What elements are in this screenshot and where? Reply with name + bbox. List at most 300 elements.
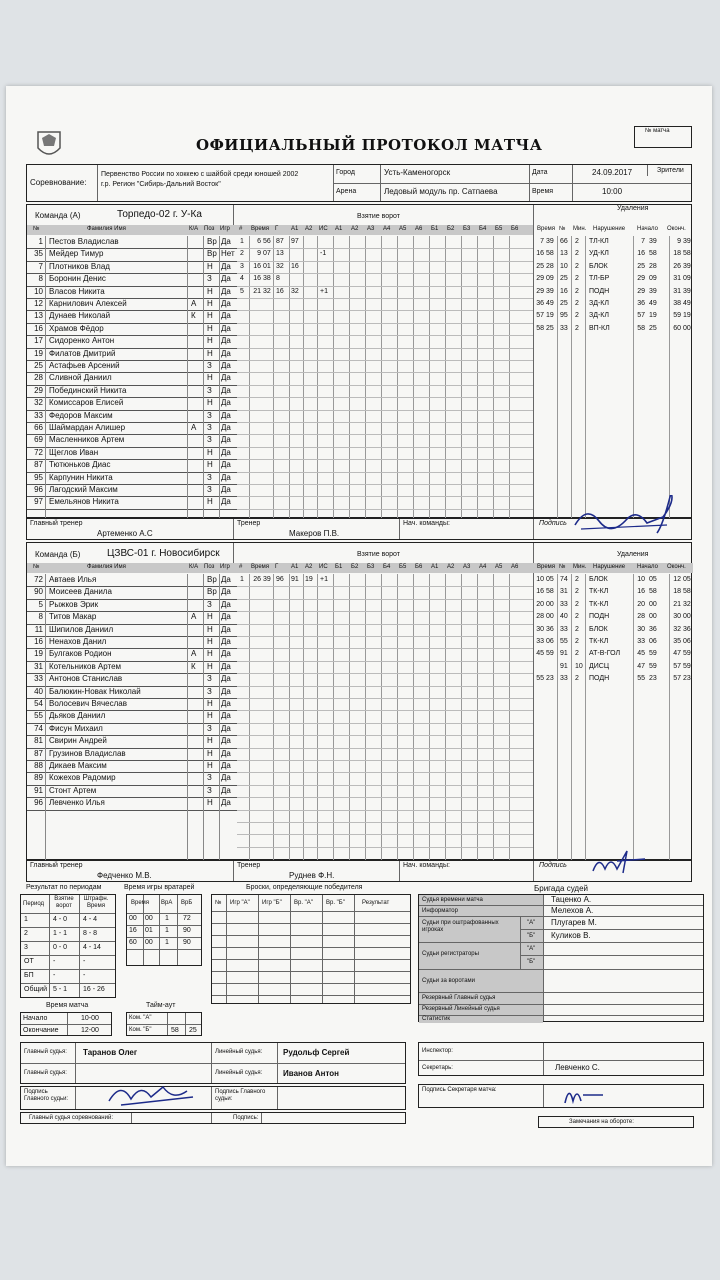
- player-number: 19: [34, 649, 43, 659]
- player-name: Шипилов Даниил: [49, 624, 114, 634]
- team-a-signature-label: Подпись: [539, 520, 567, 527]
- goal-second: 32: [263, 287, 271, 295]
- team-a-chief-label: Нач. команды:: [403, 520, 450, 527]
- penalty-end-sec: 39: [683, 238, 691, 245]
- player-played: Да: [221, 348, 231, 358]
- penalty-end-sec: 32: [683, 600, 691, 608]
- goal-number: 1: [240, 576, 244, 583]
- player-row: [27, 248, 237, 261]
- page-title: ОФИЦИАЛЬНЫЙ ПРОТОКОЛ МАТЧА: [196, 136, 543, 154]
- player-number: 16: [34, 323, 43, 333]
- player-position: Н: [207, 447, 213, 457]
- player-ka: А: [191, 612, 197, 622]
- penalty-minute: 29: [536, 287, 544, 295]
- goal-col-label: Б4: [479, 226, 487, 232]
- goal-scorer: 13: [276, 250, 284, 258]
- player-row: [27, 723, 237, 736]
- player-played: Да: [221, 686, 231, 696]
- team-a-head-coach: Артеменко А.С: [97, 529, 153, 538]
- penalty-start-min: 55: [637, 675, 645, 683]
- goal-number: 4: [240, 275, 244, 283]
- player-row: [27, 410, 237, 423]
- penalty-end-sec: 58: [683, 250, 691, 258]
- period-goals: -: [53, 958, 56, 965]
- team-b-coach-label: Тренер: [237, 862, 261, 869]
- penalty-start-min: 7: [641, 238, 645, 245]
- penalty-start-sec: 49: [649, 300, 657, 307]
- gk-b: 90: [183, 927, 191, 934]
- player-number: 89: [34, 773, 43, 783]
- player-name: Сливной Даниил: [49, 373, 112, 383]
- player-position: Н: [207, 398, 213, 408]
- penalty-second: 49: [546, 300, 554, 307]
- player-name: Дикаев Максим: [49, 761, 107, 770]
- line-ref-1: Рудольф Сергей: [283, 1048, 350, 1057]
- penalty-row: [533, 323, 693, 335]
- penalty-minutes: 2: [575, 650, 579, 658]
- player-name: Боронин Денис: [49, 274, 106, 284]
- player-row: [27, 472, 237, 485]
- goal-assist-1: 91: [291, 576, 299, 583]
- player-number: 72: [34, 447, 43, 457]
- player-ka: А: [191, 423, 197, 432]
- player-row: [27, 434, 237, 447]
- player-name: Федоров Максим: [49, 410, 113, 420]
- player-played: Да: [221, 274, 231, 284]
- player-number: 8: [38, 274, 43, 284]
- player-name: Рыжков Эрик: [49, 599, 99, 609]
- player-row: [27, 586, 237, 599]
- penalty-minutes: 2: [575, 324, 579, 332]
- player-position: З: [207, 599, 212, 609]
- periods-col-period: Период: [23, 901, 45, 907]
- player-number: 25: [34, 361, 43, 370]
- penalty-second: 00: [546, 600, 554, 608]
- player-played: Да: [221, 323, 231, 333]
- penalty-infraction: ПОДН: [589, 287, 610, 295]
- penalty-col-label: Время: [537, 226, 556, 232]
- goal-col-label: А3: [463, 564, 471, 570]
- goal-assist-1: 16: [291, 262, 299, 270]
- start-value: 10-00: [81, 1015, 99, 1022]
- penalty-start-min: 57: [637, 312, 645, 320]
- penalty-player: 40: [560, 613, 568, 621]
- goal-scorer: 16: [276, 287, 284, 295]
- player-played: Да: [221, 398, 231, 408]
- penalty-row: [533, 624, 693, 636]
- player-played: Да: [221, 736, 231, 746]
- player-number: 32: [34, 398, 43, 408]
- col-ka: К/А: [189, 226, 199, 232]
- player-row: [27, 686, 237, 699]
- penalty-col-label: Нарушение: [593, 564, 626, 570]
- player-name: Дунаев Николай: [49, 311, 111, 321]
- gk-a: 1: [165, 927, 169, 934]
- player-position: Н: [207, 323, 213, 333]
- penalty-player: 16: [560, 287, 568, 295]
- penalty-second: 05: [546, 576, 554, 583]
- penalty-minute: 25: [536, 262, 544, 270]
- penalty-col-label: Время: [537, 564, 556, 570]
- penalty-start-sec: 06: [649, 638, 657, 645]
- secretary-sig-label: Подпись Секретаря матча:: [422, 1087, 497, 1093]
- player-name: Титов Макар: [49, 612, 97, 622]
- main-sig-label: Подпись Главного судьи:: [24, 1089, 69, 1102]
- penalty-player: 33: [560, 600, 568, 608]
- period-goals: 1 - 1: [53, 930, 68, 937]
- gk-min: 00: [129, 915, 137, 922]
- reserve-line-label: Резервный Линейный судья: [422, 1006, 500, 1012]
- goal-row: [237, 261, 437, 273]
- city-label: Город: [336, 169, 355, 176]
- period-pim: 16 - 26: [83, 986, 105, 993]
- shootout-col-label: Игр "Б": [262, 900, 282, 906]
- goal-col-label: ИС: [319, 226, 328, 232]
- player-position: Н: [207, 336, 213, 346]
- col-ka: К/А: [189, 564, 199, 570]
- goal-col-label: #: [239, 564, 243, 570]
- periods-col-goals: Взятие ворот: [54, 896, 74, 909]
- period-pim: 4 - 14: [83, 944, 101, 951]
- goal-second: 07: [263, 250, 271, 258]
- player-played: Да: [221, 261, 231, 271]
- penalty-infraction: БЛОК: [589, 576, 608, 583]
- player-position: З: [207, 773, 212, 783]
- start-label: Начало: [23, 1015, 48, 1022]
- end-value: 12-00: [81, 1027, 99, 1034]
- penalty-minutes: 2: [575, 576, 579, 583]
- player-number: 88: [34, 761, 43, 770]
- goal-row: [237, 236, 437, 248]
- main-ref: Таранов Олег: [83, 1048, 138, 1057]
- penalty-row: [533, 574, 693, 586]
- penalty-minute: 28: [536, 613, 544, 621]
- penalty-minutes: 2: [575, 287, 579, 295]
- goal-situation: +1: [320, 576, 328, 583]
- player-position: Вр: [207, 587, 217, 597]
- player-played: Да: [221, 373, 231, 383]
- timeout-a-label: Ком. "А": [129, 1015, 152, 1021]
- penalty-second: 09: [546, 275, 554, 283]
- arena-label: Арена: [336, 188, 357, 195]
- penalty-start-sec: 59: [649, 650, 657, 658]
- goal-second: 01: [263, 262, 271, 270]
- player-ka: К: [191, 661, 196, 671]
- period-label: Общий: [24, 986, 48, 993]
- player-number: 7: [38, 261, 43, 271]
- period-goals: 4 - 0: [53, 916, 68, 923]
- player-ka: К: [191, 311, 196, 321]
- secretary-label: Секретарь:: [422, 1065, 453, 1071]
- penalty-second: 00: [546, 613, 554, 621]
- player-played: Да: [221, 661, 231, 671]
- goal-col-label: Г: [275, 226, 279, 232]
- player-played: Да: [221, 423, 231, 432]
- goal-col-label: А2: [305, 226, 313, 232]
- penalty-end-min: 12: [673, 576, 681, 583]
- goal-col-label: А6: [415, 226, 423, 232]
- penalty-second: 58: [546, 250, 554, 258]
- penalty-player: 91: [560, 662, 568, 670]
- penalty-minutes: 2: [575, 300, 579, 307]
- gk-col-a: ВрА: [161, 900, 173, 906]
- player-played: Да: [221, 385, 231, 395]
- goal-col-label: А1: [291, 226, 299, 232]
- penalty-infraction: ДИСЦ: [589, 662, 610, 670]
- penalty-infraction: ВП-КЛ: [589, 324, 610, 332]
- penalty-end-min: 31: [673, 287, 681, 295]
- player-row: [27, 422, 237, 435]
- player-number: 29: [34, 385, 43, 395]
- shootout-col-label: Вр. "Б": [326, 900, 345, 906]
- city-value: Усть-Каменогорск: [384, 168, 451, 177]
- penalty-start-min: 10: [637, 576, 645, 583]
- team-b-signature-label: Подпись: [539, 862, 567, 869]
- goal-row: [237, 273, 437, 285]
- goal-minute: 26: [253, 576, 261, 583]
- penalty-start-sec: 05: [649, 576, 657, 583]
- goal-row: [237, 248, 437, 260]
- penalty-minutes: 2: [575, 275, 579, 283]
- penalty-minute: 29: [536, 275, 544, 283]
- penalty-start-min: 28: [637, 613, 645, 621]
- team-a-coach: Макеров П.В.: [289, 529, 340, 538]
- team-b-head-coach: Федченко М.В.: [97, 871, 152, 880]
- header-info: [26, 164, 692, 202]
- registrar-a-tag: "А": [527, 946, 536, 952]
- penalty-start-min: 29: [637, 275, 645, 283]
- goal-col-label: Б6: [415, 564, 423, 570]
- penalty-second: 39: [546, 287, 554, 295]
- team-b-goals: [237, 574, 533, 861]
- player-number: 87: [34, 460, 43, 470]
- team-a-section: [26, 204, 692, 518]
- penalty-row: [533, 661, 693, 673]
- player-played: Да: [221, 472, 231, 482]
- player-position: Вр: [207, 249, 217, 259]
- period-goals: 5 - 1: [53, 986, 68, 993]
- team-b-goals-title: Взятие ворот: [357, 551, 400, 558]
- penalty-end-sec: 36: [683, 625, 691, 633]
- goal-minute: 21: [253, 287, 261, 295]
- player-number: 10: [34, 286, 43, 296]
- player-row: [27, 760, 237, 773]
- reserve-main-label: Резервный Главный судья: [422, 995, 496, 1001]
- date-label: Дата: [532, 169, 548, 176]
- goal-col-label: Б5: [399, 564, 407, 570]
- player-row: [27, 286, 237, 299]
- ref-signatures: [20, 1086, 406, 1110]
- player-name: Волосевич Вячеслав: [49, 699, 127, 708]
- period-goals: 0 - 0: [53, 944, 68, 951]
- player-position: Н: [207, 311, 213, 321]
- penalty-start-min: 36: [637, 300, 645, 307]
- player-name: Филатов Дмитрий: [49, 348, 116, 358]
- penalty-end-sec: 09: [683, 275, 691, 283]
- player-row: [27, 397, 237, 410]
- team-b-col-labels: [27, 563, 693, 573]
- goal-assist-2: 19: [305, 576, 313, 583]
- player-position: З: [207, 435, 212, 445]
- goal-col-label: А1: [431, 564, 439, 570]
- player-name: Масленников Артем: [49, 435, 125, 445]
- player-name: Стонт Артем: [49, 785, 97, 795]
- player-row: [27, 261, 237, 274]
- player-number: 54: [34, 699, 43, 708]
- penalty-second: 06: [546, 638, 554, 645]
- penalty-start-min: 25: [637, 262, 645, 270]
- penalty-start-min: 30: [637, 625, 645, 633]
- period-pim: 8 - 8: [83, 930, 98, 937]
- penalty-end-sec: 19: [683, 312, 691, 320]
- player-row: [27, 636, 237, 649]
- penalty-row: [533, 636, 693, 648]
- goal-col-label: А2: [447, 564, 455, 570]
- player-row: [27, 698, 237, 711]
- player-played: Да: [221, 699, 231, 708]
- team-b-signature: [587, 847, 657, 879]
- goal-assist-1: 32: [291, 287, 299, 295]
- match-time-table: [20, 1012, 112, 1036]
- penalty-start-sec: 09: [649, 275, 657, 283]
- shootout-title: Броски, определяющие победителя: [246, 884, 363, 891]
- player-played: Да: [221, 624, 231, 634]
- player-position: Н: [207, 736, 213, 746]
- player-played: Да: [221, 711, 231, 721]
- penalty-player: 74: [560, 576, 568, 583]
- player-played: Да: [221, 311, 231, 321]
- player-position: З: [207, 472, 212, 482]
- periods-title: Результат по периодам: [26, 884, 102, 891]
- penalty-end-sec: 05: [683, 576, 691, 583]
- player-played: Да: [221, 761, 231, 770]
- player-name: Ненахов Данил: [49, 637, 107, 646]
- goal-row: [237, 574, 437, 586]
- penalty-end-min: 32: [673, 625, 681, 633]
- penalty-infraction: БЛОК: [589, 625, 608, 633]
- player-name: Мейдер Тимур: [49, 249, 104, 259]
- competition-ref-label: Главный судья соревнований:: [29, 1115, 113, 1121]
- penalty-row: [533, 611, 693, 623]
- player-row: [27, 611, 237, 624]
- informer-label: Информатор: [422, 908, 458, 914]
- goal-col-label: #: [239, 226, 243, 232]
- penalty-player: 33: [560, 625, 568, 633]
- penalty-minute: 10: [536, 576, 544, 583]
- player-number: 1: [38, 237, 43, 246]
- period-label: 2: [24, 930, 28, 937]
- registrar-label: Судьи регистраторы: [422, 951, 479, 957]
- inspector-table: [418, 1042, 704, 1076]
- player-position: Н: [207, 612, 213, 622]
- competition-ref: [20, 1112, 406, 1124]
- player-row: [27, 360, 237, 373]
- gk-min: 60: [129, 939, 137, 946]
- goal-col-label: Б4: [383, 564, 391, 570]
- goal-col-label: Б6: [511, 226, 519, 232]
- goal-assist-1: 97: [291, 238, 299, 245]
- period-goals: -: [53, 972, 56, 979]
- penalty-end-sec: 00: [683, 324, 691, 332]
- player-position: З: [207, 423, 212, 432]
- competition-line-2: г.р. Регион "Сибирь-Дальний Восток": [101, 181, 221, 188]
- periods-col-pim: Штрафн. Время: [83, 896, 109, 909]
- player-row: [27, 797, 237, 810]
- player-number: 40: [34, 686, 43, 696]
- team-b-name: ЦЗВС-01 г. Новосибирск: [107, 548, 220, 559]
- player-row: [27, 599, 237, 612]
- penalty-end-min: 18: [673, 250, 681, 258]
- penalty-col-label: Нарушение: [593, 226, 626, 232]
- player-name: Шаймардан Алишер: [49, 423, 126, 432]
- player-played: Да: [221, 485, 231, 494]
- goal-col-label: А5: [495, 564, 503, 570]
- team-a-penalties: [533, 205, 693, 519]
- penalty-start-min: 45: [637, 650, 645, 658]
- penalty-col-label: Оконч.: [667, 226, 686, 232]
- goal-number: 2: [240, 250, 244, 258]
- team-a-penalties-title: Удаления: [617, 205, 649, 212]
- goal-scorer: 32: [276, 262, 284, 270]
- timeout-b-min: 58: [171, 1027, 179, 1034]
- penalty-start-min: 33: [637, 638, 645, 645]
- player-name: Тютюньков Диас: [49, 460, 111, 470]
- player-number: 8: [38, 612, 43, 622]
- shootout-col-label: Вр. "А": [294, 900, 313, 906]
- penalty-minute: 57: [536, 312, 544, 320]
- goal-second: 39: [263, 576, 271, 583]
- goal-col-label: А5: [399, 226, 407, 232]
- player-row: [27, 673, 237, 686]
- penalty-row: [533, 236, 693, 248]
- penalty-end-min: 47: [673, 650, 681, 658]
- player-position: З: [207, 674, 212, 684]
- player-number: 96: [34, 798, 43, 808]
- player-number: 96: [34, 485, 43, 494]
- player-name: Астафьев Арсений: [49, 361, 120, 370]
- player-row: [27, 484, 237, 497]
- player-played: Да: [221, 798, 231, 808]
- col-name: Фамилия Имя: [87, 226, 126, 232]
- penalty-minutes: 2: [575, 588, 579, 596]
- penalty-minutes: 2: [575, 250, 579, 258]
- penalty-player: 66: [560, 238, 568, 245]
- penalty-row: [533, 648, 693, 660]
- penalty-row: [533, 599, 693, 611]
- player-position: Н: [207, 348, 213, 358]
- player-name: Власов Никита: [49, 286, 105, 296]
- player-row: [27, 648, 237, 661]
- goal-col-label: ИС: [319, 564, 328, 570]
- team-a-head-coach-label: Главный тренер: [30, 520, 83, 527]
- spectators-label: Зрители: [657, 167, 684, 174]
- goal-situation: +1: [320, 287, 328, 295]
- player-number: 95: [34, 472, 43, 482]
- team-a-name: Торпедо-02 г. У-Ка: [117, 209, 202, 220]
- penalty-player: 91: [560, 650, 568, 658]
- player-played: Нет: [221, 249, 235, 259]
- player-played: Да: [221, 785, 231, 795]
- shootout-table: [211, 894, 411, 1004]
- penalty-row: [533, 673, 693, 685]
- penalty-minutes: 2: [575, 312, 579, 320]
- player-played: Да: [221, 447, 231, 457]
- player-name: Свирин Андрей: [49, 736, 107, 746]
- gk-sec: 00: [145, 939, 153, 946]
- penalty-minute: 33: [536, 638, 544, 645]
- team-b-section: [26, 542, 692, 860]
- team-a-coach-label: Тренер: [237, 520, 261, 527]
